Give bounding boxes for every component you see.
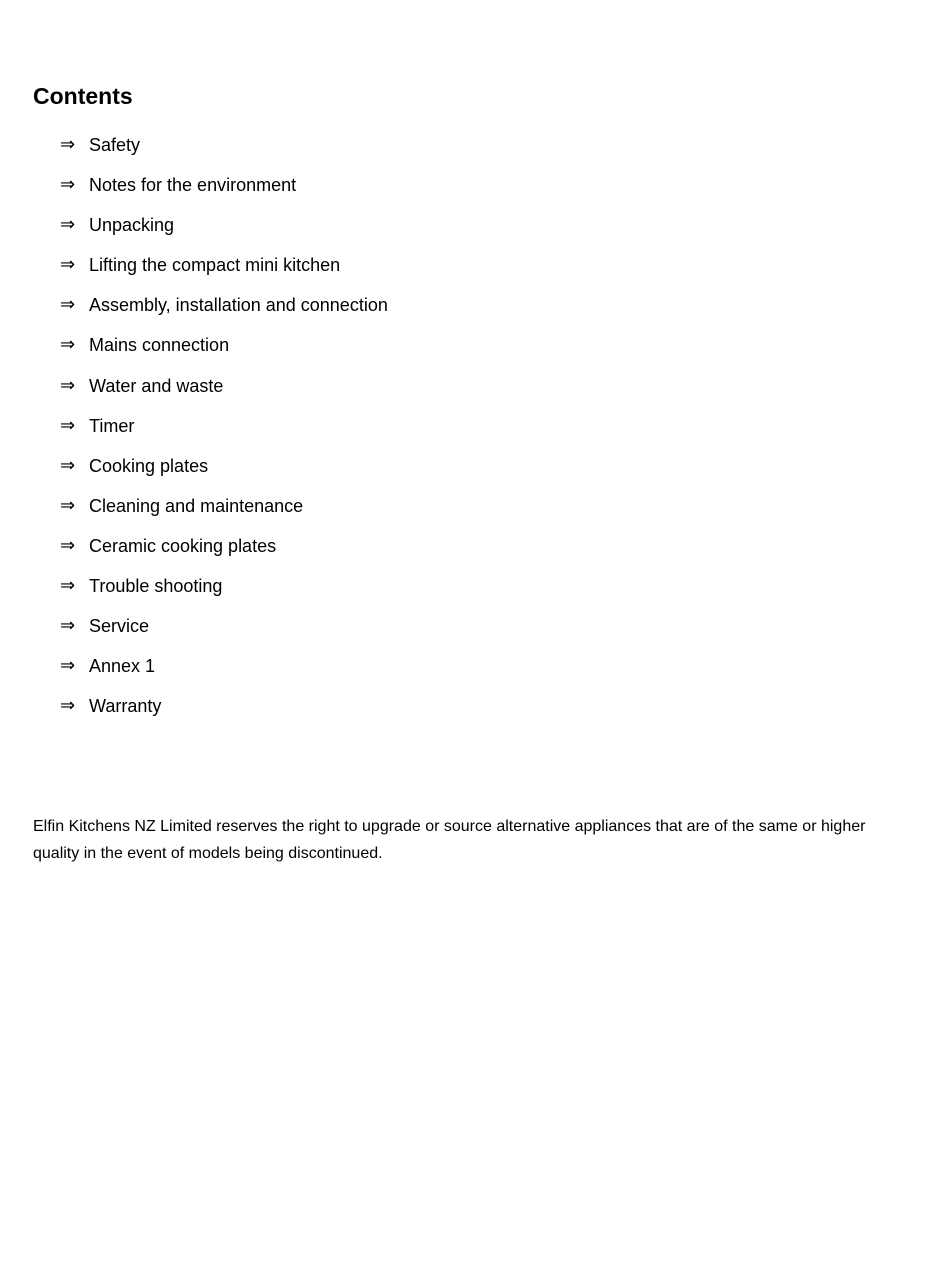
list-item <box>60 330 388 370</box>
list-item-label: Timer <box>89 415 135 436</box>
list-item <box>60 290 388 330</box>
list-item <box>60 130 388 170</box>
double-arrow-right-icon: ⇒ <box>60 655 76 677</box>
list-item-label: Cooking plates <box>89 455 209 476</box>
list-item-label: Mains connection <box>89 335 230 356</box>
list-item-label: Notes for the environment <box>89 175 297 196</box>
list-item-label: Water and waste <box>89 375 224 396</box>
list-item-label: Service <box>89 616 150 637</box>
list-item-label: Safety <box>89 135 141 155</box>
list-item <box>60 611 388 651</box>
double-arrow-right-icon: ⇒ <box>60 494 76 516</box>
list-item <box>60 491 388 531</box>
list-item <box>60 371 388 411</box>
double-arrow-right-icon: ⇒ <box>60 374 76 396</box>
list-item-label: Unpacking <box>89 215 175 236</box>
disclaimer-text: Elfin Kitchens NZ Limited reserves the right to upgrade or source alternative appliances that are of the same or higher quality in the event of models being discontinued. <box>33 818 866 862</box>
double-arrow-right-icon: ⇒ <box>60 454 76 476</box>
double-arrow-right-icon: ⇒ <box>60 615 76 637</box>
list-item-label: Trouble shooting <box>89 576 223 597</box>
double-arrow-right-icon: ⇒ <box>60 214 76 236</box>
double-arrow-right-icon: ⇒ <box>60 695 76 717</box>
list-item <box>60 531 388 571</box>
list-item-label: Cleaning and maintenance <box>89 495 304 516</box>
list-item <box>60 451 388 491</box>
double-arrow-right-icon: ⇒ <box>60 575 76 597</box>
double-arrow-right-icon: ⇒ <box>60 134 76 155</box>
list-item-label: Annex 1 <box>89 656 156 677</box>
list-item-label: Assembly, installation and connection <box>89 295 388 316</box>
list-item <box>60 691 388 731</box>
double-arrow-right-icon: ⇒ <box>60 174 76 196</box>
list-item <box>60 651 388 691</box>
list-item <box>60 250 388 290</box>
list-item <box>60 571 388 611</box>
list-item <box>60 170 388 210</box>
list-item <box>60 411 388 451</box>
page-title: Contents <box>33 83 133 109</box>
double-arrow-right-icon: ⇒ <box>60 334 76 356</box>
contents-list <box>60 130 388 731</box>
list-item-label: Warranty <box>89 696 162 717</box>
double-arrow-right-icon: ⇒ <box>60 414 76 436</box>
double-arrow-right-icon: ⇒ <box>60 534 76 556</box>
double-arrow-right-icon: ⇒ <box>60 254 76 276</box>
list-item <box>60 210 388 250</box>
double-arrow-right-icon: ⇒ <box>60 294 76 316</box>
list-item-label: Ceramic cooking plates <box>89 535 277 556</box>
list-item-label: Lifting the compact mini kitchen <box>89 255 341 276</box>
